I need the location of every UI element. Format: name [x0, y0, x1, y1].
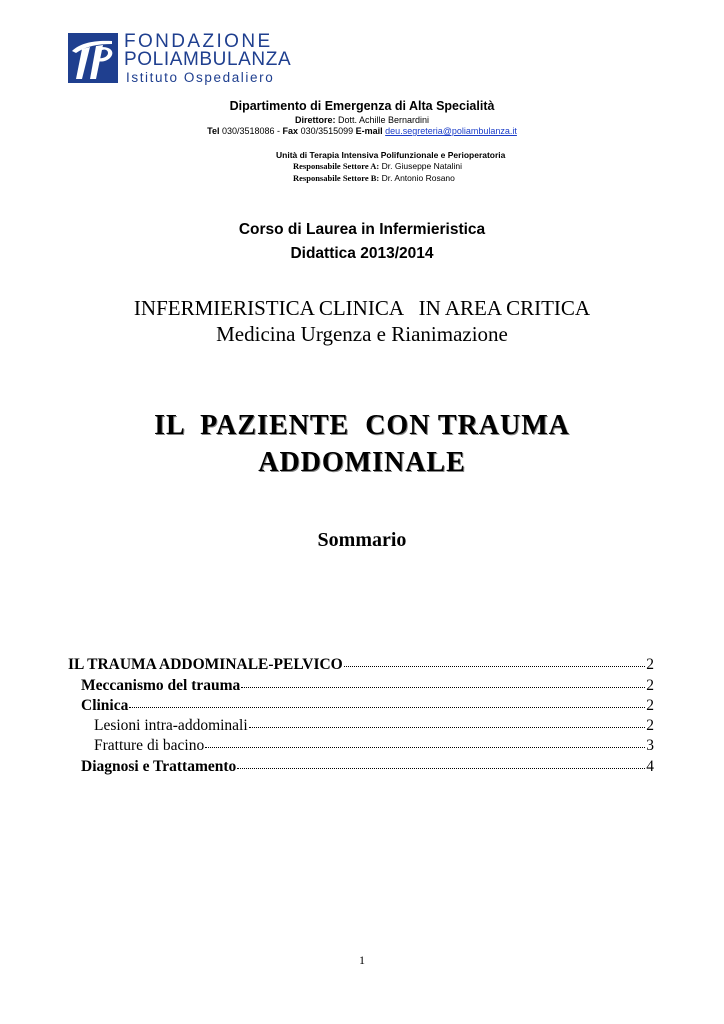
department-title: Dipartimento di Emergenza di Alta Specialità	[229, 99, 495, 113]
responsible-a-name: Dr. Giuseppe Natalini	[381, 161, 462, 171]
toc-entry-text: Lesioni intra-addominali	[94, 717, 248, 734]
document-title-line2: ADDOMINALE	[258, 447, 466, 478]
toc-entry-text: Clinica	[81, 697, 129, 714]
fax-label: Fax	[282, 126, 299, 136]
toc-leader	[129, 707, 645, 708]
document-title-line1: IL PAZIENTE CON TRAUMA	[154, 410, 570, 441]
toc-entry-page: 2	[646, 697, 654, 714]
fax-number: 030/3515099	[300, 126, 354, 136]
logo-line-fondazione: FONDAZIONE	[124, 31, 273, 52]
toc-leader	[205, 747, 645, 748]
email-label: E-mail	[355, 126, 383, 136]
course-name: Corso di Laurea in Infermieristica	[238, 221, 486, 238]
director-line	[0, 115, 724, 125]
toc-entry-text: IL TRAUMA ADDOMINALE-PELVICO	[68, 656, 343, 673]
toc-leader	[241, 687, 645, 688]
email-link[interactable]: deu.segreteria@poliambulanza.it	[385, 126, 517, 136]
toc-leader	[237, 768, 645, 769]
toc-entry-page: 2	[646, 656, 654, 673]
unit-title: Unità di Terapia Intensiva Polifunzionale e Perioperatoria	[276, 150, 506, 160]
logo-line-poliambulanza: POLIAMBULANZA	[124, 49, 292, 70]
toc-entry[interactable]	[94, 737, 654, 755]
toc-entry-text: Meccanismo del trauma	[81, 677, 241, 694]
logo-line-istituto: Istituto Ospedaliero	[126, 70, 275, 85]
responsible-a-label: Responsabile Settore A:	[293, 161, 380, 171]
toc-entry[interactable]	[81, 697, 654, 715]
director-name: Dott. Achille Bernardini	[337, 115, 430, 125]
poliambulanza-logo-icon	[68, 33, 118, 83]
toc-entry-text: Fratture di bacino	[94, 737, 205, 754]
academic-year: Didattica 2013/2014	[290, 245, 434, 262]
page-number: 1	[359, 953, 365, 967]
responsible-b-label: Responsabile Settore B:	[293, 173, 380, 183]
toc-entry-page: 2	[646, 717, 654, 734]
toc-entry-page: 4	[646, 758, 654, 775]
toc-leader	[249, 727, 646, 728]
toc-entry-page: 2	[646, 677, 654, 694]
responsible-b-name: Dr. Antonio Rosano	[381, 173, 455, 183]
logo	[68, 33, 290, 87]
director-label: Direttore:	[294, 115, 336, 125]
contact-line: Tel 030/3518086 - Fax 030/3515099 E-mail deu.segreteria@poliambulanza.it	[207, 126, 517, 136]
toc-leader	[344, 666, 646, 667]
toc-entry[interactable]	[81, 677, 654, 695]
responsible-b-line	[293, 173, 455, 183]
responsible-a-line	[293, 161, 462, 171]
subject-subtitle: Medicina Urgenza e Rianimazione	[216, 322, 508, 346]
toc-entry[interactable]	[81, 758, 654, 776]
toc-entry-text: Diagnosi e Trattamento	[81, 758, 237, 775]
toc-entry[interactable]	[68, 656, 654, 674]
tel-number: 030/3518086	[221, 126, 275, 136]
toc-entry[interactable]	[94, 717, 654, 735]
toc-heading: Sommario	[317, 529, 407, 551]
toc-entry-page: 3	[646, 737, 654, 754]
subject-title: INFERMIERISTICA CLINICA IN AREA CRITICA	[133, 296, 591, 320]
tel-label: Tel	[207, 126, 220, 136]
